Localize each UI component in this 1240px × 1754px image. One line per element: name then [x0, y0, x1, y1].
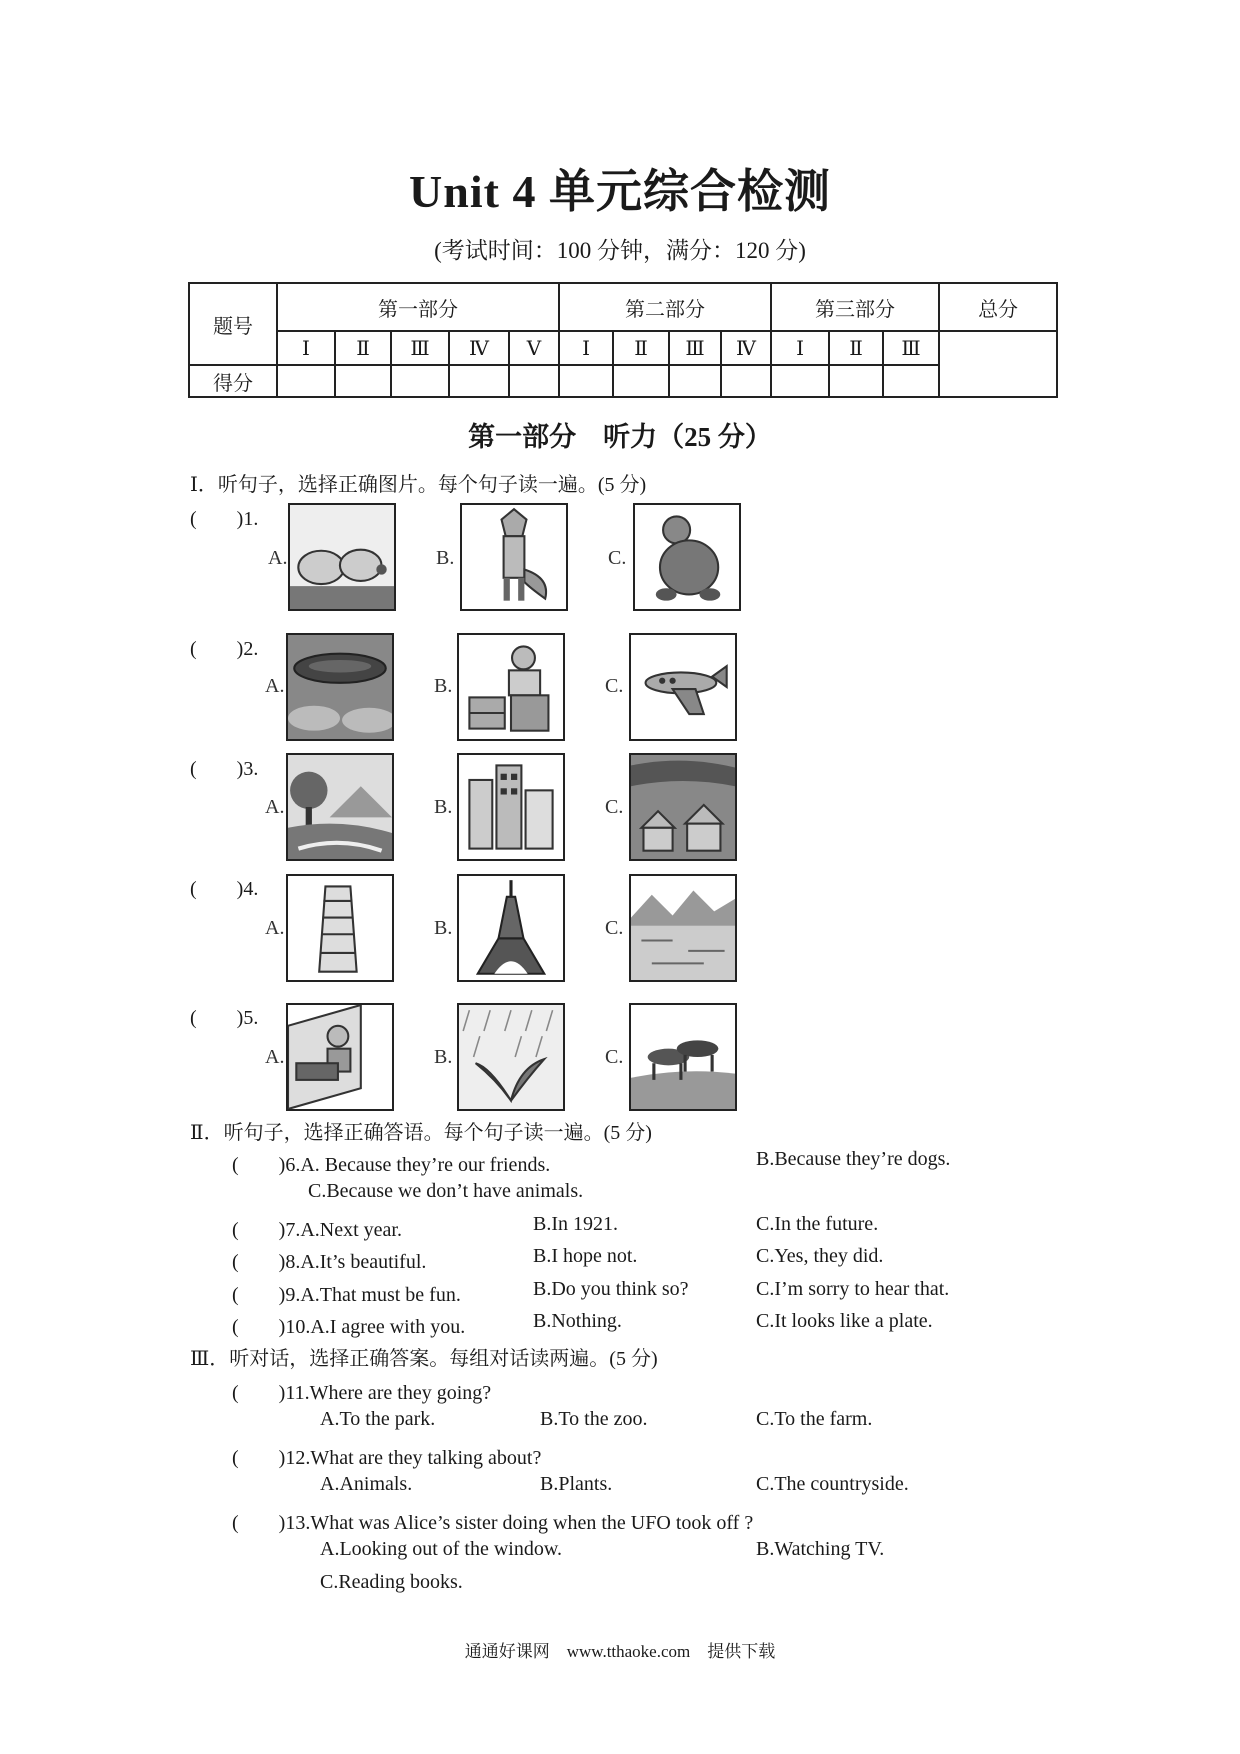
score-cell[interactable]	[335, 365, 391, 397]
question-number: ( )3.	[190, 758, 259, 780]
bear-picture	[633, 503, 741, 611]
question-11: ( )11.Where are they going?	[232, 1382, 492, 1404]
option-label: A.	[265, 675, 285, 697]
score-cell[interactable]	[883, 365, 939, 397]
section2-heading: Ⅱ．听句子，选择正确答语。每个句子读一遍。(5 分)	[190, 1122, 652, 1144]
question-12-option-b: B.Plants.	[540, 1473, 613, 1495]
score-cell[interactable]	[613, 365, 669, 397]
score-table	[188, 282, 1058, 398]
question-6-option-a: ( )6.A. Because they’re our friends.	[232, 1154, 551, 1176]
option-label: B.	[434, 675, 453, 697]
total-header: 总分	[939, 283, 1057, 331]
question-number: ( )5.	[190, 1007, 259, 1029]
option-label: B.	[436, 547, 455, 569]
footer: 通通好课网 www.tthaoke.com 提供下载	[464, 1642, 776, 1661]
score-cell[interactable]	[721, 365, 771, 397]
score-cell[interactable]	[509, 365, 559, 397]
town-picture	[629, 753, 737, 861]
part2-header: 第二部分	[559, 283, 771, 331]
question-11-option-c: C.To the farm.	[756, 1408, 873, 1430]
col-header: Ⅰ	[277, 331, 335, 365]
rain-plants-picture	[457, 1003, 565, 1111]
question-10-option-b: B.Nothing.	[533, 1310, 622, 1332]
sheep-picture	[288, 503, 396, 611]
score-cell[interactable]	[559, 365, 613, 397]
question-13-option-a: A.Looking out of the window.	[320, 1538, 563, 1560]
section1-heading: Ⅰ．听句子，选择正确图片。每个句子读一遍。(5 分)	[190, 474, 647, 496]
option-label: B.	[434, 1046, 453, 1068]
question-11-option-a: A.To the park.	[320, 1408, 436, 1430]
question-11-option-b: B.To the zoo.	[540, 1408, 648, 1430]
col-header: Ⅳ	[721, 331, 771, 365]
question-number: ( )2.	[190, 638, 259, 660]
question-8-option-c: C.Yes, they did.	[756, 1245, 884, 1267]
col-header: Ⅱ	[613, 331, 669, 365]
question-9-option-c: C.I’m sorry to hear that.	[756, 1278, 950, 1300]
question-9-option-a: ( )9.A.That must be fun.	[232, 1284, 461, 1306]
question-7-option-c: C.In the future.	[756, 1213, 879, 1235]
eiffel-tower-picture	[457, 874, 565, 982]
option-label: C.	[605, 675, 624, 697]
question-12-option-a: A.Animals.	[320, 1473, 413, 1495]
col-header: Ⅱ	[829, 331, 883, 365]
question-6-option-c: C.Because we don’t have animals.	[308, 1180, 584, 1202]
city-picture	[457, 753, 565, 861]
col-header: Ⅲ	[391, 331, 449, 365]
part1-title: 第一部分 听力（25 分）	[468, 422, 772, 452]
ufo-picture	[286, 633, 394, 741]
question-number: ( )4.	[190, 878, 259, 900]
option-label: B.	[434, 796, 453, 818]
question-12-option-c: C.The countryside.	[756, 1473, 909, 1495]
col-header: Ⅰ	[771, 331, 829, 365]
question-8-option-b: B.I hope not.	[533, 1245, 638, 1267]
option-label: C.	[605, 917, 624, 939]
total-score-cell[interactable]	[939, 331, 1057, 397]
part1-header: 第一部分	[277, 283, 559, 331]
leaning-tower-picture	[286, 874, 394, 982]
option-label: A.	[265, 917, 285, 939]
question-number: ( )1.	[190, 508, 259, 530]
col-header: Ⅴ	[509, 331, 559, 365]
row-label-score: 得分	[189, 365, 277, 397]
option-label: C.	[605, 796, 624, 818]
question-9-option-b: B.Do you think so?	[533, 1278, 689, 1300]
page-title: Unit 4 单元综合检测	[409, 166, 831, 217]
col-header: Ⅲ	[669, 331, 721, 365]
plane-picture	[629, 633, 737, 741]
question-6-option-b: B.Because they’re dogs.	[756, 1148, 951, 1170]
countryside-picture	[286, 753, 394, 861]
option-label: B.	[434, 917, 453, 939]
question-13-option-c: C.Reading books.	[320, 1571, 463, 1593]
question-10-option-c: C.It looks like a plate.	[756, 1310, 933, 1332]
part3-header: 第三部分	[771, 283, 939, 331]
robot-picture	[457, 633, 565, 741]
row-label-number: 题号	[189, 283, 277, 365]
option-label: C.	[605, 1046, 624, 1068]
score-cell[interactable]	[829, 365, 883, 397]
score-cell[interactable]	[277, 365, 335, 397]
option-label: A.	[265, 796, 285, 818]
col-header: Ⅰ	[559, 331, 613, 365]
question-7-option-b: B.In 1921.	[533, 1213, 618, 1235]
question-12: ( )12.What are they talking about?	[232, 1447, 542, 1469]
question-8-option-a: ( )8.A.It’s beautiful.	[232, 1251, 427, 1273]
col-header: Ⅱ	[335, 331, 391, 365]
score-cell[interactable]	[449, 365, 509, 397]
option-label: A.	[268, 547, 288, 569]
section3-heading: Ⅲ．听对话，选择正确答案。每组对话读两遍。(5 分)	[190, 1348, 658, 1370]
score-cell[interactable]	[391, 365, 449, 397]
col-header: Ⅳ	[449, 331, 509, 365]
horses-picture	[629, 1003, 737, 1111]
option-label: C.	[608, 547, 627, 569]
option-label: A.	[265, 1046, 285, 1068]
exam-info: (考试时间：100 分钟，满分：120 分)	[434, 238, 806, 263]
question-13: ( )13.What was Alice’s sister doing when the UFO took off ?	[232, 1512, 754, 1534]
question-7-option-a: ( )7.A.Next year.	[232, 1219, 402, 1241]
score-cell[interactable]	[669, 365, 721, 397]
lake-picture	[629, 874, 737, 982]
question-10-option-a: ( )10.A.I agree with you.	[232, 1316, 466, 1338]
score-cell[interactable]	[771, 365, 829, 397]
question-13-option-b: B.Watching TV.	[756, 1538, 885, 1560]
fox-picture	[460, 503, 568, 611]
col-header: Ⅲ	[883, 331, 939, 365]
office-picture	[286, 1003, 394, 1111]
